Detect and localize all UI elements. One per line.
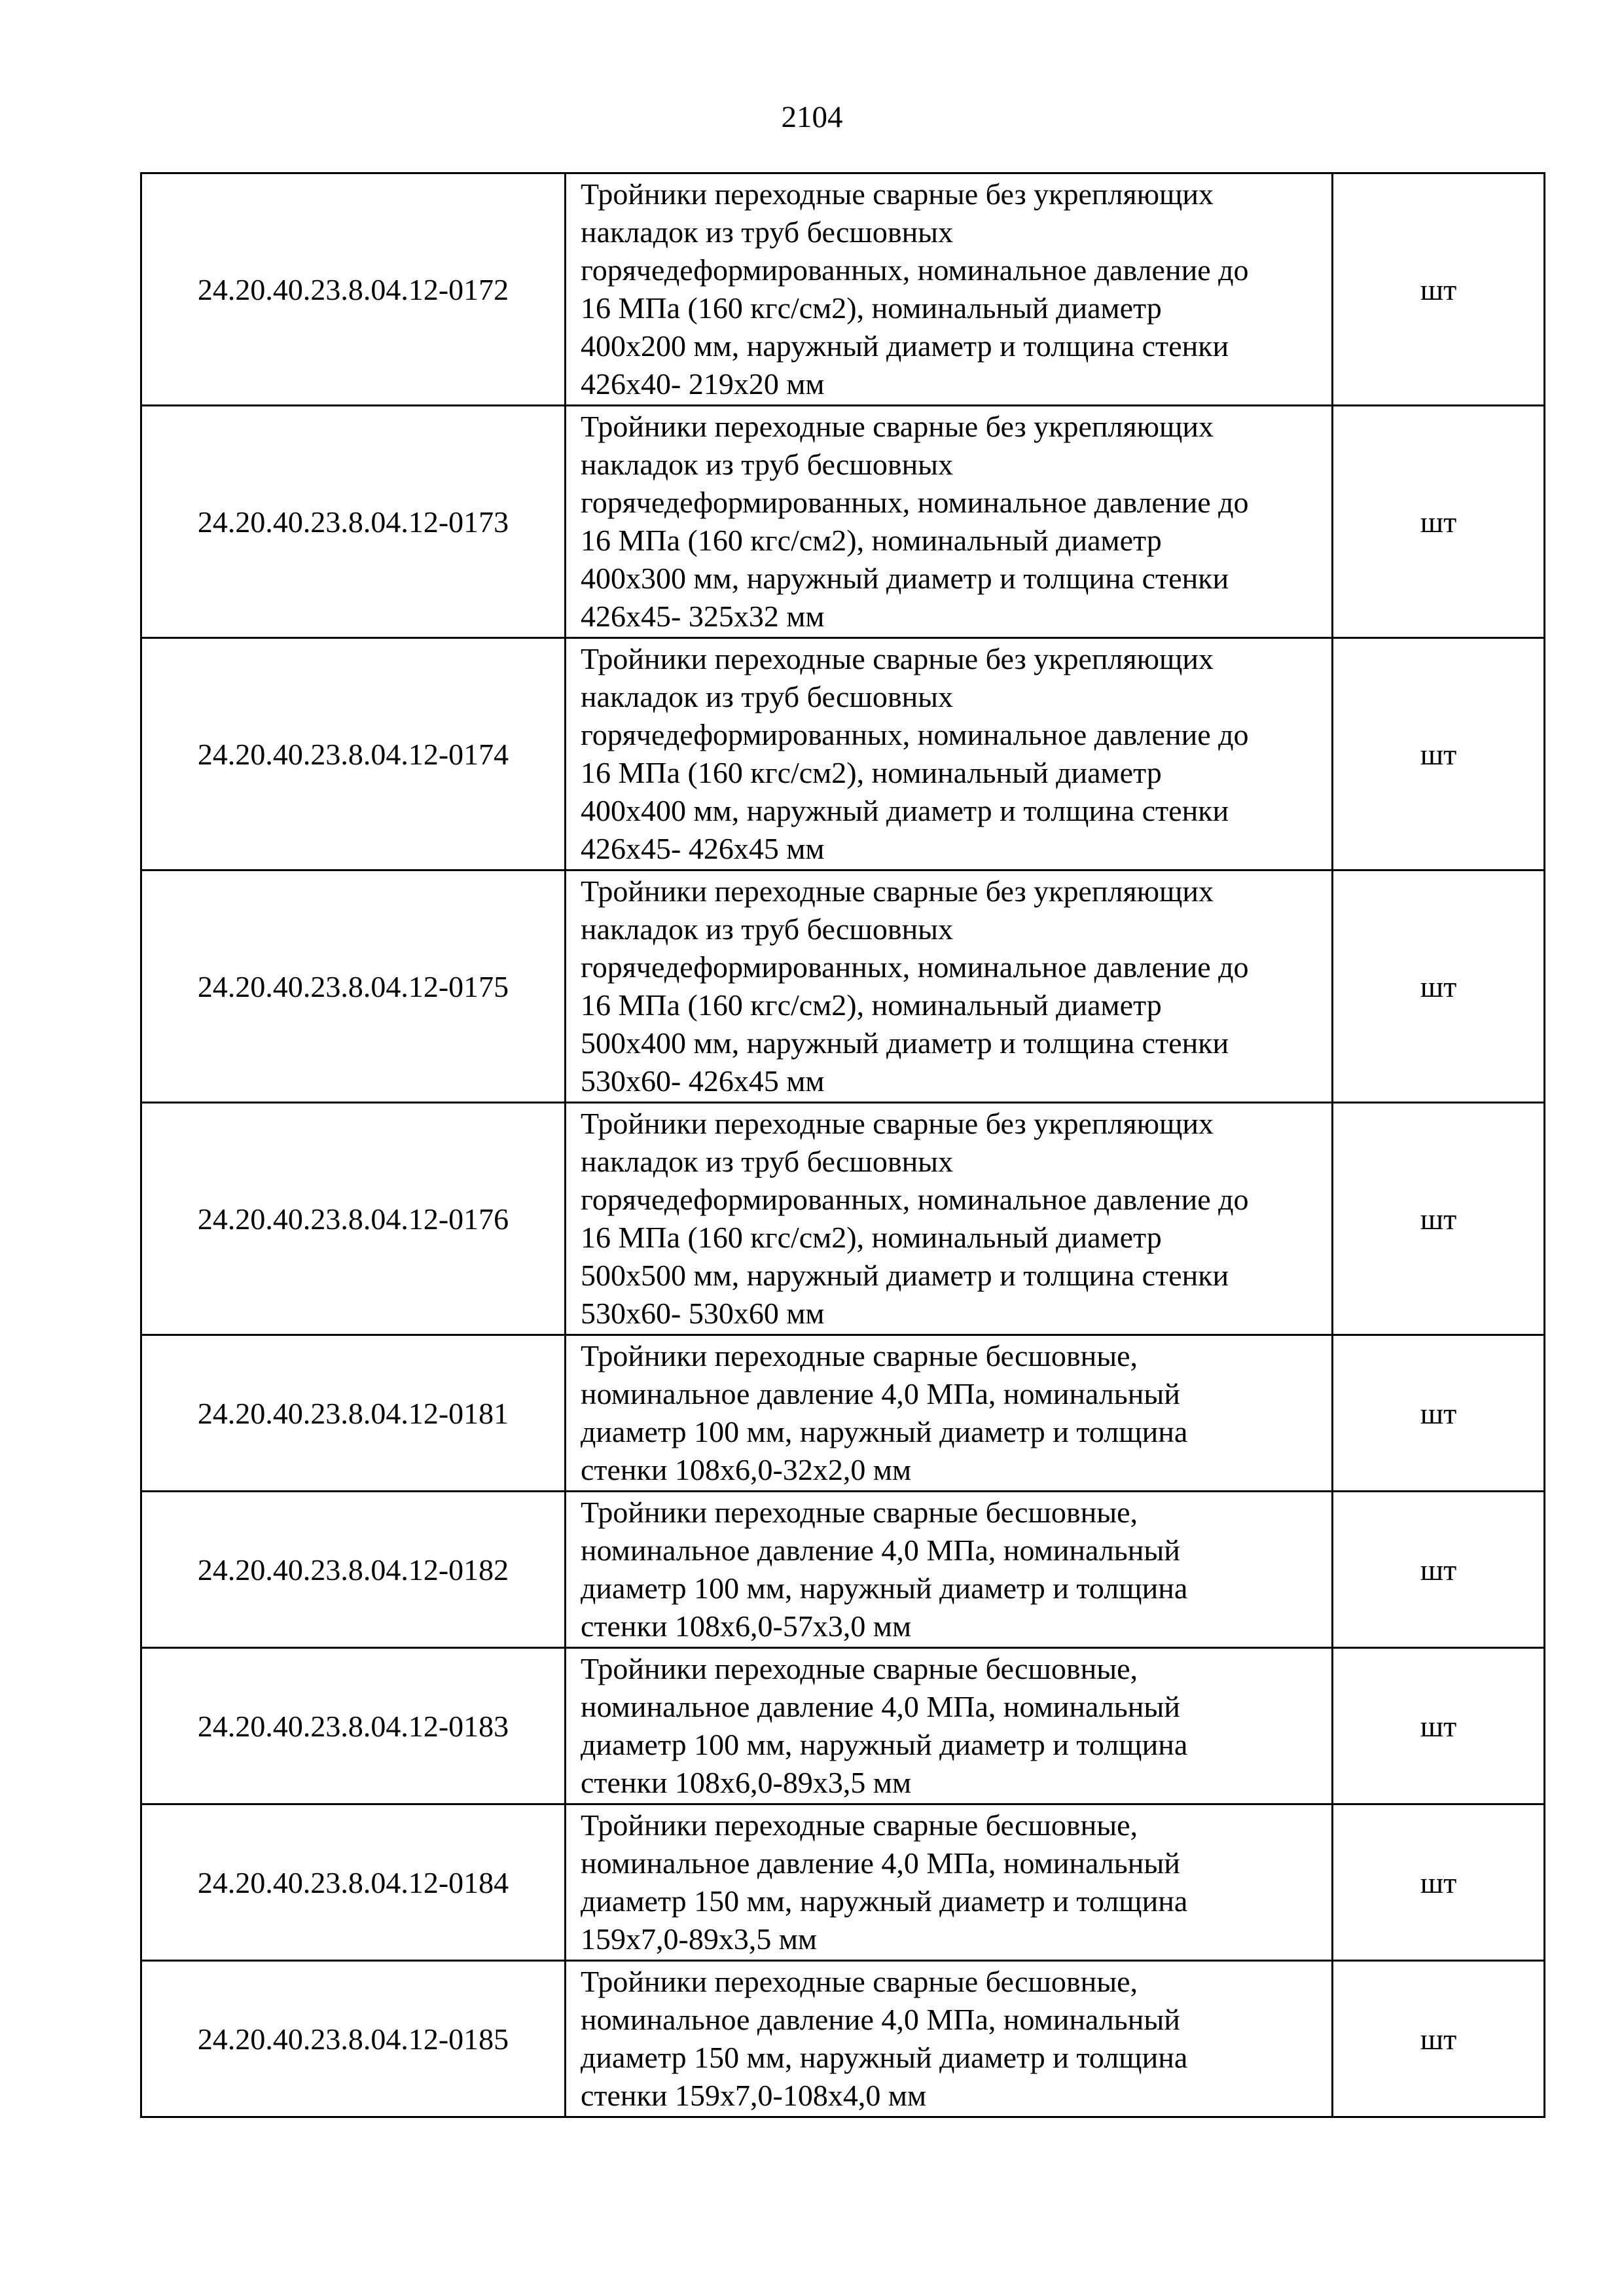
description-line: 500x500 мм, наружный диаметр и толщина стенки <box>581 1259 1229 1292</box>
description-line: номинальное давление 4,0 МПа, номинальный <box>581 1846 1180 1880</box>
table-row <box>141 1335 1545 1492</box>
description-line: номинальное давление 4,0 МПа, номинальный <box>581 2003 1180 2036</box>
description-line: 426x45- 325x32 мм <box>581 600 825 633</box>
description-line: Тройники переходные сварные бесшовные, <box>581 1339 1138 1372</box>
item-code: 24.20.40.23.8.04.12-0184 <box>141 1804 566 1961</box>
item-description <box>566 638 1333 870</box>
description-line: диаметр 100 мм, наружный диаметр и толщина <box>581 1728 1188 1761</box>
description-line: Тройники переходные сварные без укрепляющих <box>581 177 1214 211</box>
item-code: 24.20.40.23.8.04.12-0172 <box>141 173 566 406</box>
description-line: диаметр 150 мм, наружный диаметр и толщина <box>581 1884 1188 1918</box>
description-line: стенки 108x6,0-32x2,0 мм <box>581 1453 912 1486</box>
item-code: 24.20.40.23.8.04.12-0173 <box>141 406 566 638</box>
description-line: стенки 108x6,0-89x3,5 мм <box>581 1766 912 1799</box>
item-code: 24.20.40.23.8.04.12-0183 <box>141 1648 566 1804</box>
description-line: 16 МПа (160 кгс/см2), номинальный диаметр <box>581 756 1162 789</box>
description-line: накладок из труб бесшовных <box>581 448 954 481</box>
item-description <box>566 1335 1333 1492</box>
description-line: Тройники переходные сварные без укрепляющих <box>581 410 1214 443</box>
description-line: стенки 159x7,0-108x4,0 мм <box>581 2079 927 2112</box>
description-line: 400x300 мм, наружный диаметр и толщина стенки <box>581 562 1229 595</box>
description-line: Тройники переходные сварные бесшовные, <box>581 1652 1138 1685</box>
description-line: накладок из труб бесшовных <box>581 680 954 713</box>
item-description <box>566 870 1333 1103</box>
description-line: стенки 108x6,0-57x3,0 мм <box>581 1609 912 1643</box>
description-line: 426x45- 426x45 мм <box>581 832 825 865</box>
item-unit: шт <box>1333 1648 1545 1804</box>
item-description <box>566 1648 1333 1804</box>
description-line: 16 МПа (160 кгс/см2), номинальный диаметр <box>581 291 1162 325</box>
description-line: Тройники переходные сварные бесшовные, <box>581 1808 1138 1842</box>
description-line: 530x60- 426x45 мм <box>581 1064 825 1098</box>
specification-table <box>140 172 1545 2118</box>
description-line: диаметр 100 мм, наружный диаметр и толщина <box>581 1571 1188 1605</box>
item-code: 24.20.40.23.8.04.12-0182 <box>141 1492 566 1648</box>
item-code: 24.20.40.23.8.04.12-0174 <box>141 638 566 870</box>
item-unit: шт <box>1333 1103 1545 1335</box>
table-row <box>141 1492 1545 1648</box>
item-unit: шт <box>1333 1804 1545 1961</box>
description-line: горячедеформированных, номинальное давление до <box>581 253 1249 287</box>
item-code: 24.20.40.23.8.04.12-0185 <box>141 1961 566 2117</box>
table-row <box>141 1103 1545 1335</box>
item-code: 24.20.40.23.8.04.12-0175 <box>141 870 566 1103</box>
description-line: 500x400 мм, наружный диаметр и толщина стенки <box>581 1026 1229 1060</box>
description-line: горячедеформированных, номинальное давление до <box>581 950 1249 984</box>
table-row <box>141 1648 1545 1804</box>
description-line: 159x7,0-89x3,5 мм <box>581 1922 818 1956</box>
item-unit: шт <box>1333 1492 1545 1648</box>
item-code: 24.20.40.23.8.04.12-0176 <box>141 1103 566 1335</box>
item-unit: шт <box>1333 870 1545 1103</box>
description-line: 400x200 мм, наружный диаметр и толщина стенки <box>581 329 1229 363</box>
item-code: 24.20.40.23.8.04.12-0181 <box>141 1335 566 1492</box>
item-description <box>566 1961 1333 2117</box>
table-row <box>141 1961 1545 2117</box>
description-line: накладок из труб бесшовных <box>581 912 954 946</box>
description-line: диаметр 100 мм, наружный диаметр и толщина <box>581 1415 1188 1448</box>
table-row <box>141 1804 1545 1961</box>
description-line: номинальное давление 4,0 МПа, номинальный <box>581 1377 1180 1410</box>
description-line: накладок из труб бесшовных <box>581 215 954 249</box>
table-row <box>141 870 1545 1103</box>
item-description <box>566 1103 1333 1335</box>
item-description <box>566 173 1333 406</box>
description-line: Тройники переходные сварные без укрепляющих <box>581 874 1214 908</box>
description-line: номинальное давление 4,0 МПа, номинальный <box>581 1534 1180 1567</box>
description-line: диаметр 150 мм, наружный диаметр и толщина <box>581 2041 1188 2074</box>
description-line: горячедеформированных, номинальное давление до <box>581 718 1249 751</box>
description-line: Тройники переходные сварные без укрепляющих <box>581 642 1214 675</box>
item-description <box>566 1804 1333 1961</box>
description-line: горячедеформированных, номинальное давление до <box>581 486 1249 519</box>
item-unit: шт <box>1333 1335 1545 1492</box>
description-line: 16 МПа (160 кгс/см2), номинальный диаметр <box>581 988 1162 1022</box>
item-unit: шт <box>1333 173 1545 406</box>
table-row <box>141 406 1545 638</box>
table-row <box>141 638 1545 870</box>
description-line: 16 МПа (160 кгс/см2), номинальный диаметр <box>581 524 1162 557</box>
item-unit: шт <box>1333 1961 1545 2117</box>
description-line: Тройники переходные сварные бесшовные, <box>581 1965 1138 1998</box>
description-line: накладок из труб бесшовных <box>581 1145 954 1178</box>
page-number: 2104 <box>781 100 843 134</box>
description-line: 530x60- 530x60 мм <box>581 1297 825 1330</box>
item-unit: шт <box>1333 406 1545 638</box>
description-line: 426x40- 219x20 мм <box>581 367 825 401</box>
item-description <box>566 406 1333 638</box>
description-line: Тройники переходные сварные бесшовные, <box>581 1496 1138 1529</box>
description-line: 16 МПа (160 кгс/см2), номинальный диаметр <box>581 1221 1162 1254</box>
description-line: горячедеформированных, номинальное давление до <box>581 1183 1249 1216</box>
description-line: Тройники переходные сварные без укрепляющих <box>581 1107 1214 1140</box>
description-line: 400x400 мм, наружный диаметр и толщина стенки <box>581 794 1229 827</box>
table-row <box>141 173 1545 406</box>
item-description <box>566 1492 1333 1648</box>
table-body <box>141 173 1545 2117</box>
description-line: номинальное давление 4,0 МПа, номинальный <box>581 1690 1180 1723</box>
item-unit: шт <box>1333 638 1545 870</box>
